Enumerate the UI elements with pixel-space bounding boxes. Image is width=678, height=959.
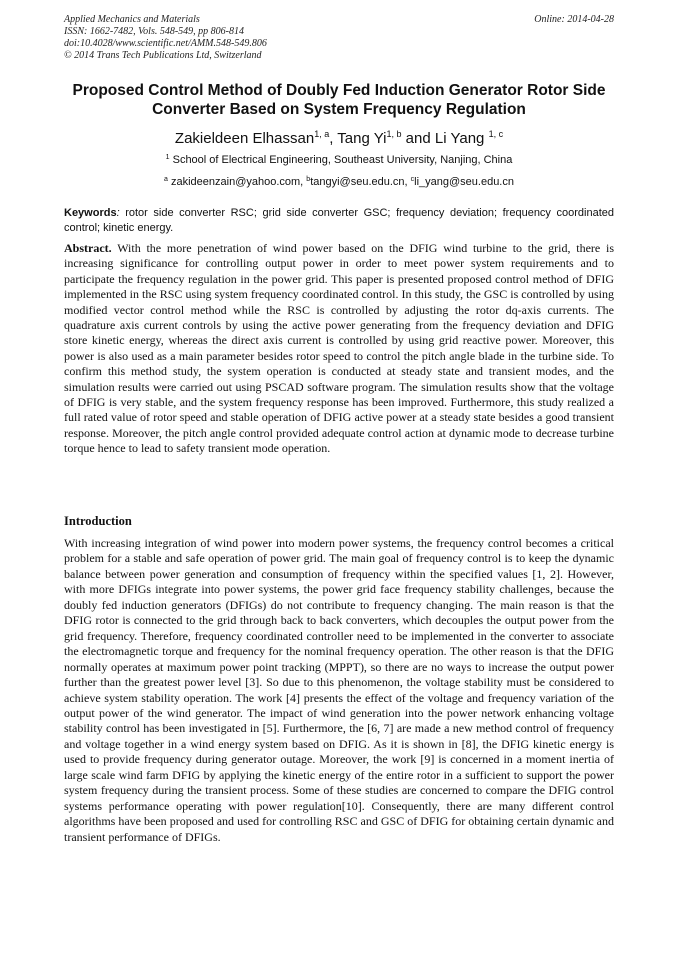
email-list (40, 173, 638, 189)
keywords (64, 206, 614, 236)
author-list (40, 125, 638, 148)
author-3-sup: 1, c (488, 129, 504, 139)
email-a: zakideenzain@yahoo.com, (167, 176, 307, 188)
journal-name: Applied Mechanics and Materials (64, 14, 200, 25)
abstract-label: Abstract. (64, 241, 112, 255)
journal-header (64, 14, 614, 62)
affiliation (40, 151, 638, 167)
introduction-paragraph: With increasing integration of wind power into modern power systems, the frequency control becomes a critical problem for a stable and safe operation of power grid. The main goal of frequency control is to keep the dynamic balance between power generation and consumption of frequency within the specified values [1, 2]. However, with more DFIGs integrate into power systems, the power grid face frequency stability challenges, because the doubly fed induction generators (DFIGs) do not contribute to frequency changing. The main reason is that the DFIG rotor is connected to the grid through back to back converters, which decouples the output power from the grid frequency. Therefore, frequency coordinated controller need to be implemented in the converter to associate the electromagnetic torque and frequency for the nominal frequency operation. The other reason is that the DFIG normally operates at maximum power point tracking (MPPT), so there are no ways to increase the output power further than the greatest power level [3]. So due to this phenomenon, the voltage stability must be considered to achieve system stability operation. The work [4] presents the effect of the voltage and frequency variation of the output power of the wind generator. The impact of wind generation into the power network enhancing voltage stability control has been investigated in [5]. Furthermore, the [6, 7] are made a new method control of frequency and voltage together in a wind energy system based on DFIG. As it is shown in [8], the DFIG kinetic energy is used to provide frequency during generator outage. Moreover, the work [9] is concerned in a moment inertia of large scale wind farm DFIG by applying the kinetic energy of the entire rotor in a sufficient to support the power system frequency during the transient process. Some of these studies are concerned to compare the DFIG control systems performance operating with power regulation[10]. Consequently, there are many different control algorithms have been proposed and used for controlling RSC and GSC of DFIG for obtaining certain dynamic and transient performance of DFIGs. (64, 536, 614, 844)
affiliation-text: School of Electrical Engineering, Southeast University, Nanjing, China (169, 154, 513, 166)
abstract-text: With the more penetration of wind power based on the DFIG wind turbine to the grid, there is increasing significance for controlling output power in order to meet power system requirements and to participate the frequency regulation in the power grid. This paper is presented proposed control method of DFIG implemented in the RSC using system frequency coordinated control. In this study, the GSC is controlled by using modified vector control method while the RSC is controlled by adjusting the rotor dq-axis currents. The quadrature axis current controls by using the active power generating from the frequency deviation and DFIG store kinetic energy, whereas the direct axis current is controlled by using grid reactive power. Moreover, this power is also used as a main parameter besides rotor speed to control the pitch angle blade in the turbine side. To confirm this method study, the system operation is conducted at steady state and transient modes, and the simulation results were carried out using PSCAD software program. The simulation results show that the voltage of DFIG is very stable, and the system frequency response has been improved. Furthermore, this study realized a full rated value of rotor speed and stable operation of DFIG active power at a steady state besides a good transient response. Moreover, the pitch angle control provided adequate control action at dynamic mode to decrease turbine torque hence to lead to safety transient mode operation. (64, 241, 614, 456)
affiliation-sup: 1 (165, 154, 170, 161)
keywords-colon: : (116, 207, 120, 219)
doi: doi:10.4028/www.scientific.net/AMM.548-549.806 (64, 38, 267, 49)
paper-title: Proposed Control Method of Doubly Fed Induction Generator Rotor Side Converter Based on System Frequency Regulation (72, 82, 606, 118)
email-c-sup: c (410, 176, 415, 183)
author-2-sup: 1, b (386, 129, 402, 139)
online-date: Online: 2014-04-28 (534, 14, 614, 25)
keywords-label: Keywords (64, 207, 117, 219)
author-2-name: Tang Yi (337, 130, 387, 147)
email-b: tangyi@seu.edu.cn, (310, 176, 411, 188)
author-separator: and (401, 130, 435, 147)
abstract (64, 241, 614, 457)
author-1-sup: 1, a (314, 129, 330, 139)
email-b-sup: b (306, 176, 311, 183)
email-a-sup: a (164, 176, 168, 183)
issn: ISSN: 1662-7482, Vols. 548-549, pp 806-814 (64, 26, 244, 37)
keywords-text: rotor side converter RSC; grid side converter GSC; frequency deviation; frequency coordinated control; kinetic energy. (64, 207, 614, 234)
email-c: li_yang@seu.edu.cn (414, 176, 514, 188)
section-heading-introduction: Introduction (64, 514, 132, 528)
author-3-name: Li Yang (434, 130, 489, 147)
copyright: © 2014 Trans Tech Publications Ltd, Switzerland (64, 50, 262, 61)
author-separator: , (329, 130, 338, 147)
author-1-name: Zakieldeen Elhassan (174, 130, 315, 147)
